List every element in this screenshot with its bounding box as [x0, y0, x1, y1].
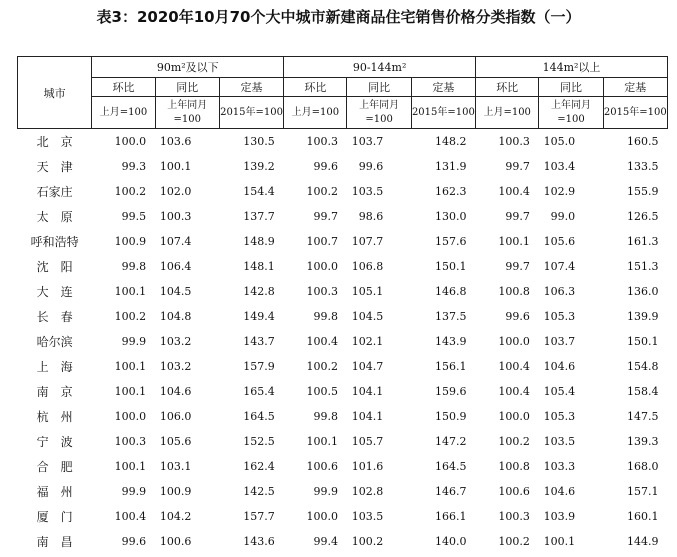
index-value: 106.8: [351, 260, 384, 273]
index-value: 133.5: [627, 160, 659, 173]
index-value: 164.5: [243, 410, 275, 423]
index-value: 100.1: [114, 285, 147, 298]
index-value: 99.9: [121, 335, 147, 348]
index-value: 103.4: [543, 160, 576, 173]
index-value: 104.7: [351, 360, 384, 373]
city-name: 长 春: [36, 310, 73, 324]
index-value: 160.5: [627, 135, 659, 148]
index-value: 99.7: [505, 210, 530, 223]
index-value: 102.9: [543, 185, 576, 198]
index-value: 104.8: [159, 310, 192, 323]
city-name: 合 肥: [36, 460, 73, 474]
index-value: 99.5: [121, 210, 147, 223]
index-value: 99.8: [313, 410, 338, 423]
table-row: [18, 404, 668, 429]
table-row: [18, 304, 668, 329]
table-row: [18, 154, 668, 179]
index-value: 100.4: [498, 385, 530, 398]
table-row: [18, 454, 668, 479]
table-row: [18, 204, 668, 229]
index-value: 157.7: [243, 510, 275, 523]
base-header: 2015年=100: [219, 97, 283, 129]
city-name: 北 京: [36, 135, 73, 149]
metric-header: 定基: [219, 78, 283, 97]
index-value: 100.6: [498, 485, 530, 498]
base-header: 上年同月=100: [155, 97, 219, 129]
index-value: 100.2: [114, 310, 147, 323]
city-name: 沈 阳: [36, 260, 73, 274]
group-header: 144m²以上: [476, 57, 668, 78]
index-value: 105.3: [543, 310, 576, 323]
index-value: 100.8: [498, 460, 530, 473]
table-row: [18, 429, 668, 454]
index-value: 139.9: [627, 310, 659, 323]
index-value: 104.6: [543, 360, 576, 373]
index-value: 99.6: [121, 535, 147, 548]
table-row: [18, 129, 668, 155]
index-value: 100.3: [498, 135, 530, 148]
index-value: 139.2: [243, 160, 275, 173]
index-value: 103.5: [351, 510, 384, 523]
index-value: 105.4: [543, 385, 576, 398]
index-value: 162.3: [435, 185, 467, 198]
index-value: 100.1: [114, 460, 147, 473]
index-value: 100.3: [306, 135, 338, 148]
index-value: 158.4: [627, 385, 659, 398]
index-value: 104.6: [159, 385, 192, 398]
table-body: [18, 129, 668, 555]
index-value: 100.6: [159, 535, 192, 548]
index-value: 144.9: [627, 535, 659, 548]
index-value: 103.1: [159, 460, 192, 473]
index-value: 146.7: [435, 485, 467, 498]
index-value: 98.6: [358, 210, 384, 223]
index-value: 100.4: [498, 185, 530, 198]
index-value: 150.9: [435, 410, 467, 423]
index-value: 103.2: [159, 360, 192, 373]
index-value: 100.3: [114, 435, 147, 448]
index-value: 105.7: [351, 435, 384, 448]
index-value: 99.7: [505, 260, 530, 273]
index-value: 140.0: [435, 535, 467, 548]
index-value: 166.1: [435, 510, 467, 523]
index-value: 150.1: [435, 260, 467, 273]
index-value: 106.4: [159, 260, 192, 273]
city-name: 石家庄: [36, 185, 73, 199]
index-value: 100.0: [114, 135, 147, 148]
table-row: [18, 179, 668, 204]
index-value: 162.4: [243, 460, 275, 473]
index-value: 106.3: [543, 285, 576, 298]
index-value: 154.4: [243, 185, 275, 198]
index-value: 100.2: [306, 185, 338, 198]
index-value: 99.9: [313, 485, 338, 498]
index-value: 100.3: [498, 510, 530, 523]
index-value: 148.2: [435, 135, 467, 148]
index-value: 100.6: [306, 460, 338, 473]
index-value: 156.1: [435, 360, 467, 373]
index-value: 157.6: [435, 235, 467, 248]
city-name: 天 津: [36, 160, 73, 174]
index-value: 104.5: [159, 285, 192, 298]
base-header: 2015年=100: [411, 97, 475, 129]
index-value: 100.2: [114, 185, 147, 198]
index-value: 151.3: [627, 260, 659, 273]
city-name: 南 京: [36, 385, 73, 399]
index-value: 107.7: [351, 235, 384, 248]
table-row: [18, 279, 668, 304]
index-value: 100.1: [543, 535, 576, 548]
index-value: 100.2: [498, 435, 530, 448]
base-header: 2015年=100: [603, 97, 667, 129]
index-value: 103.5: [351, 185, 384, 198]
index-value: 99.7: [505, 160, 530, 173]
index-value: 143.7: [243, 335, 275, 348]
index-value: 131.9: [435, 160, 467, 173]
metric-header: 环比: [476, 78, 539, 97]
index-value: 105.3: [543, 410, 576, 423]
table-row: [18, 379, 668, 404]
index-value: 165.4: [243, 385, 275, 398]
index-value: 139.3: [627, 435, 659, 448]
index-value: 101.6: [351, 460, 384, 473]
index-value: 100.1: [306, 435, 338, 448]
city-name: 福 州: [36, 485, 73, 499]
table-title: 表3：2020年10月70个大中城市新建商品住宅销售价格分类指数（一）: [96, 8, 581, 26]
index-value: 100.0: [114, 410, 147, 423]
city-name: 南 昌: [36, 535, 73, 549]
index-value: 100.4: [114, 510, 147, 523]
table-row: [18, 529, 668, 554]
index-value: 99.6: [358, 160, 384, 173]
index-value: 100.4: [498, 360, 530, 373]
index-value: 126.5: [627, 210, 659, 223]
index-value: 148.1: [243, 260, 275, 273]
index-value: 103.2: [159, 335, 192, 348]
index-value: 148.9: [243, 235, 275, 248]
metric-header: 同比: [155, 78, 219, 97]
index-value: 105.6: [543, 235, 576, 248]
index-value: 99.0: [550, 210, 576, 223]
index-value: 150.1: [627, 335, 659, 348]
index-value: 104.6: [543, 485, 576, 498]
index-value: 100.1: [159, 160, 192, 173]
index-value: 100.8: [498, 285, 530, 298]
base-header: 上月=100: [92, 97, 155, 129]
index-value: 104.1: [351, 385, 384, 398]
index-value: 100.0: [498, 410, 530, 423]
index-value: 100.2: [306, 360, 338, 373]
index-value: 103.9: [543, 510, 576, 523]
index-value: 100.1: [498, 235, 530, 248]
metric-header: 环比: [284, 78, 347, 97]
index-value: 103.7: [351, 135, 384, 148]
index-value: 143.6: [243, 535, 275, 548]
index-value: 100.7: [306, 235, 338, 248]
index-value: 100.9: [114, 235, 147, 248]
index-value: 105.1: [351, 285, 384, 298]
index-value: 100.1: [114, 360, 147, 373]
metric-header: 定基: [603, 78, 667, 97]
index-value: 99.3: [121, 160, 147, 173]
index-value: 146.8: [435, 285, 467, 298]
table-row: [18, 354, 668, 379]
index-value: 100.0: [306, 260, 338, 273]
index-value: 100.1: [114, 385, 147, 398]
index-value: 102.8: [351, 485, 384, 498]
index-value: 104.5: [351, 310, 384, 323]
index-value: 154.8: [627, 360, 659, 373]
index-value: 99.8: [121, 260, 147, 273]
metric-header: 同比: [347, 78, 411, 97]
city-name: 宁 波: [36, 435, 73, 449]
index-value: 105.6: [159, 435, 192, 448]
metric-header: 定基: [411, 78, 475, 97]
city-name: 哈尔滨: [36, 335, 73, 349]
index-value: 160.1: [627, 510, 659, 523]
metric-header: 同比: [539, 78, 603, 97]
index-value: 136.0: [627, 285, 659, 298]
table-row: [18, 329, 668, 354]
city-name: 厦 门: [36, 510, 73, 524]
index-value: 142.5: [243, 485, 275, 498]
index-value: 102.1: [351, 335, 384, 348]
index-value: 164.5: [435, 460, 467, 473]
table-row: [18, 254, 668, 279]
index-value: 99.4: [313, 535, 338, 548]
table-row: [18, 504, 668, 529]
index-value: 130.5: [243, 135, 275, 148]
index-value: 147.5: [627, 410, 659, 423]
index-value: 100.2: [498, 535, 530, 548]
index-value: 100.0: [498, 335, 530, 348]
index-value: 161.3: [627, 235, 659, 248]
index-value: 100.2: [351, 535, 384, 548]
index-value: 157.1: [627, 485, 659, 498]
city-column-header: 城市: [18, 57, 92, 129]
base-header: 上月=100: [284, 97, 347, 129]
index-value: 100.4: [306, 335, 338, 348]
index-value: 103.6: [159, 135, 192, 148]
index-value: 100.5: [306, 385, 338, 398]
base-header: 上年同月=100: [539, 97, 603, 129]
index-value: 147.2: [435, 435, 467, 448]
price-index-table: [17, 56, 668, 554]
index-value: 143.9: [435, 335, 467, 348]
index-value: 157.9: [243, 360, 275, 373]
city-name: 上 海: [36, 360, 73, 374]
index-value: 168.0: [627, 460, 659, 473]
index-value: 107.4: [543, 260, 576, 273]
index-value: 99.6: [505, 310, 530, 323]
index-value: 99.9: [121, 485, 147, 498]
index-value: 100.0: [306, 510, 338, 523]
group-header: 90-144m²: [284, 57, 476, 78]
index-value: 107.4: [159, 235, 192, 248]
index-value: 99.7: [313, 210, 338, 223]
table-row: [18, 229, 668, 254]
base-header: 上年同月=100: [347, 97, 411, 129]
index-value: 104.1: [351, 410, 384, 423]
index-value: 159.6: [435, 385, 467, 398]
index-value: 130.0: [435, 210, 467, 223]
index-value: 99.8: [313, 310, 338, 323]
index-value: 149.4: [243, 310, 275, 323]
index-value: 99.6: [313, 160, 338, 173]
index-value: 100.3: [306, 285, 338, 298]
index-value: 137.7: [243, 210, 275, 223]
index-value: 142.8: [243, 285, 275, 298]
index-value: 155.9: [627, 185, 659, 198]
index-value: 103.5: [543, 435, 576, 448]
index-value: 152.5: [243, 435, 275, 448]
index-value: 100.9: [159, 485, 192, 498]
index-value: 103.3: [543, 460, 576, 473]
index-value: 103.7: [543, 335, 576, 348]
index-value: 100.3: [159, 210, 192, 223]
group-header: 90m²及以下: [92, 57, 284, 78]
index-value: 106.0: [159, 410, 192, 423]
index-value: 105.0: [543, 135, 576, 148]
city-name: 太 原: [36, 210, 73, 224]
city-name: 呼和浩特: [30, 235, 79, 249]
base-header: 上月=100: [476, 97, 539, 129]
index-value: 102.0: [159, 185, 192, 198]
index-value: 104.2: [159, 510, 192, 523]
city-name: 杭 州: [36, 410, 73, 424]
metric-header: 环比: [92, 78, 155, 97]
city-name: 大 连: [36, 285, 73, 299]
index-value: 137.5: [435, 310, 467, 323]
table-row: [18, 479, 668, 504]
